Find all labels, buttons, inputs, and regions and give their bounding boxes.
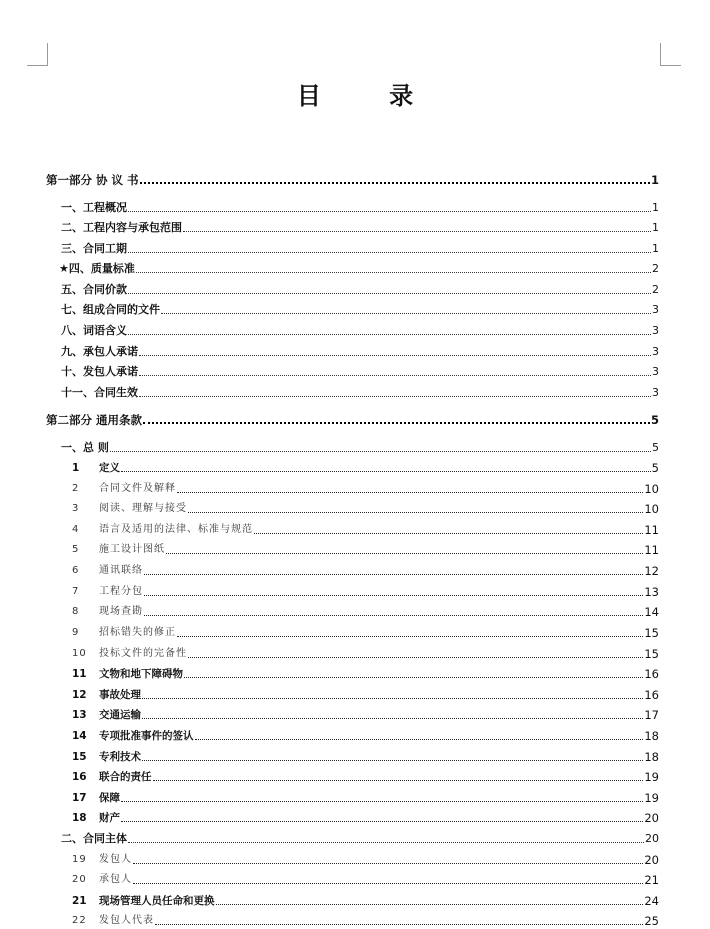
toc-section-1[interactable]: 一、总 则 5 <box>61 441 659 454</box>
dot-leader <box>140 182 650 184</box>
toc-entry[interactable]: 9 招标错失的修正 15 <box>72 626 659 640</box>
toc-entry[interactable]: 18 财产 20 <box>72 811 659 825</box>
toc-entry[interactable]: 6 通讯联络 12 <box>72 564 659 578</box>
toc-entry[interactable]: 22 发包人代表 25 <box>72 914 659 928</box>
toc-entry[interactable]: 8 现场查勘 14 <box>72 605 659 619</box>
toc-part-1[interactable]: 第一部分 协 议 书 1 <box>46 173 659 187</box>
toc-entry[interactable]: 一、工程概况 1 <box>61 201 659 214</box>
toc-entry[interactable]: 13 交通运输 17 <box>72 708 659 722</box>
toc-entry[interactable]: 15 专利技术 18 <box>72 750 659 764</box>
toc-entry[interactable]: 3 阅读、理解与接受 10 <box>72 502 659 516</box>
toc-section-2[interactable]: 二、合同主体 20 <box>61 832 659 845</box>
toc-entry[interactable]: 5 施工设计图纸 11 <box>72 543 659 557</box>
toc-entry[interactable]: 17 保障 19 <box>72 791 659 805</box>
toc-entry[interactable]: 2 合同文件及解释 10 <box>72 482 659 496</box>
toc-entry[interactable]: 12 事故处理 16 <box>72 688 659 702</box>
toc-entry[interactable]: 三、合同工期 1 <box>61 242 659 255</box>
toc-entry[interactable]: ★四、质量标准 2 <box>59 262 659 275</box>
toc-entry[interactable]: 五、合同价款 2 <box>61 283 659 296</box>
toc-entry[interactable]: 十、发包人承诺 3 <box>61 365 659 378</box>
toc-entry[interactable]: 十一、合同生效 3 <box>61 386 659 399</box>
toc-entry[interactable]: 14 专项批准事件的签认 18 <box>72 729 659 743</box>
toc-entry[interactable]: 九、承包人承诺 3 <box>61 345 659 358</box>
toc-entry[interactable]: 16 联合的责任 19 <box>72 770 659 784</box>
toc-entry[interactable]: 10 投标文件的完备性 15 <box>72 647 659 661</box>
dot-leader <box>143 422 650 424</box>
toc-part-2[interactable]: 第二部分 通用条款 5 <box>46 413 659 427</box>
page-title: 目 录 <box>296 82 444 110</box>
toc-entry[interactable]: 4 语言及适用的法律、标准与规范 11 <box>72 523 659 537</box>
toc-entry[interactable]: 二、工程内容与承包范围 1 <box>61 221 659 234</box>
toc-entry[interactable]: 20 承包人 21 <box>72 873 659 887</box>
toc-entry[interactable]: 七、组成合同的文件 3 <box>61 303 659 316</box>
toc-entry[interactable]: 7 工程分包 13 <box>72 585 659 599</box>
toc-entry[interactable]: 19 发包人 20 <box>72 853 659 867</box>
toc-entry[interactable]: 1 定义 5 <box>72 461 659 475</box>
toc-entry[interactable]: 11 文物和地下障碍物 16 <box>72 667 659 681</box>
toc-entry[interactable]: 八、词语含义 3 <box>61 324 659 337</box>
toc-entry[interactable]: 21 现场管理人员任命和更换 24 <box>72 894 659 908</box>
